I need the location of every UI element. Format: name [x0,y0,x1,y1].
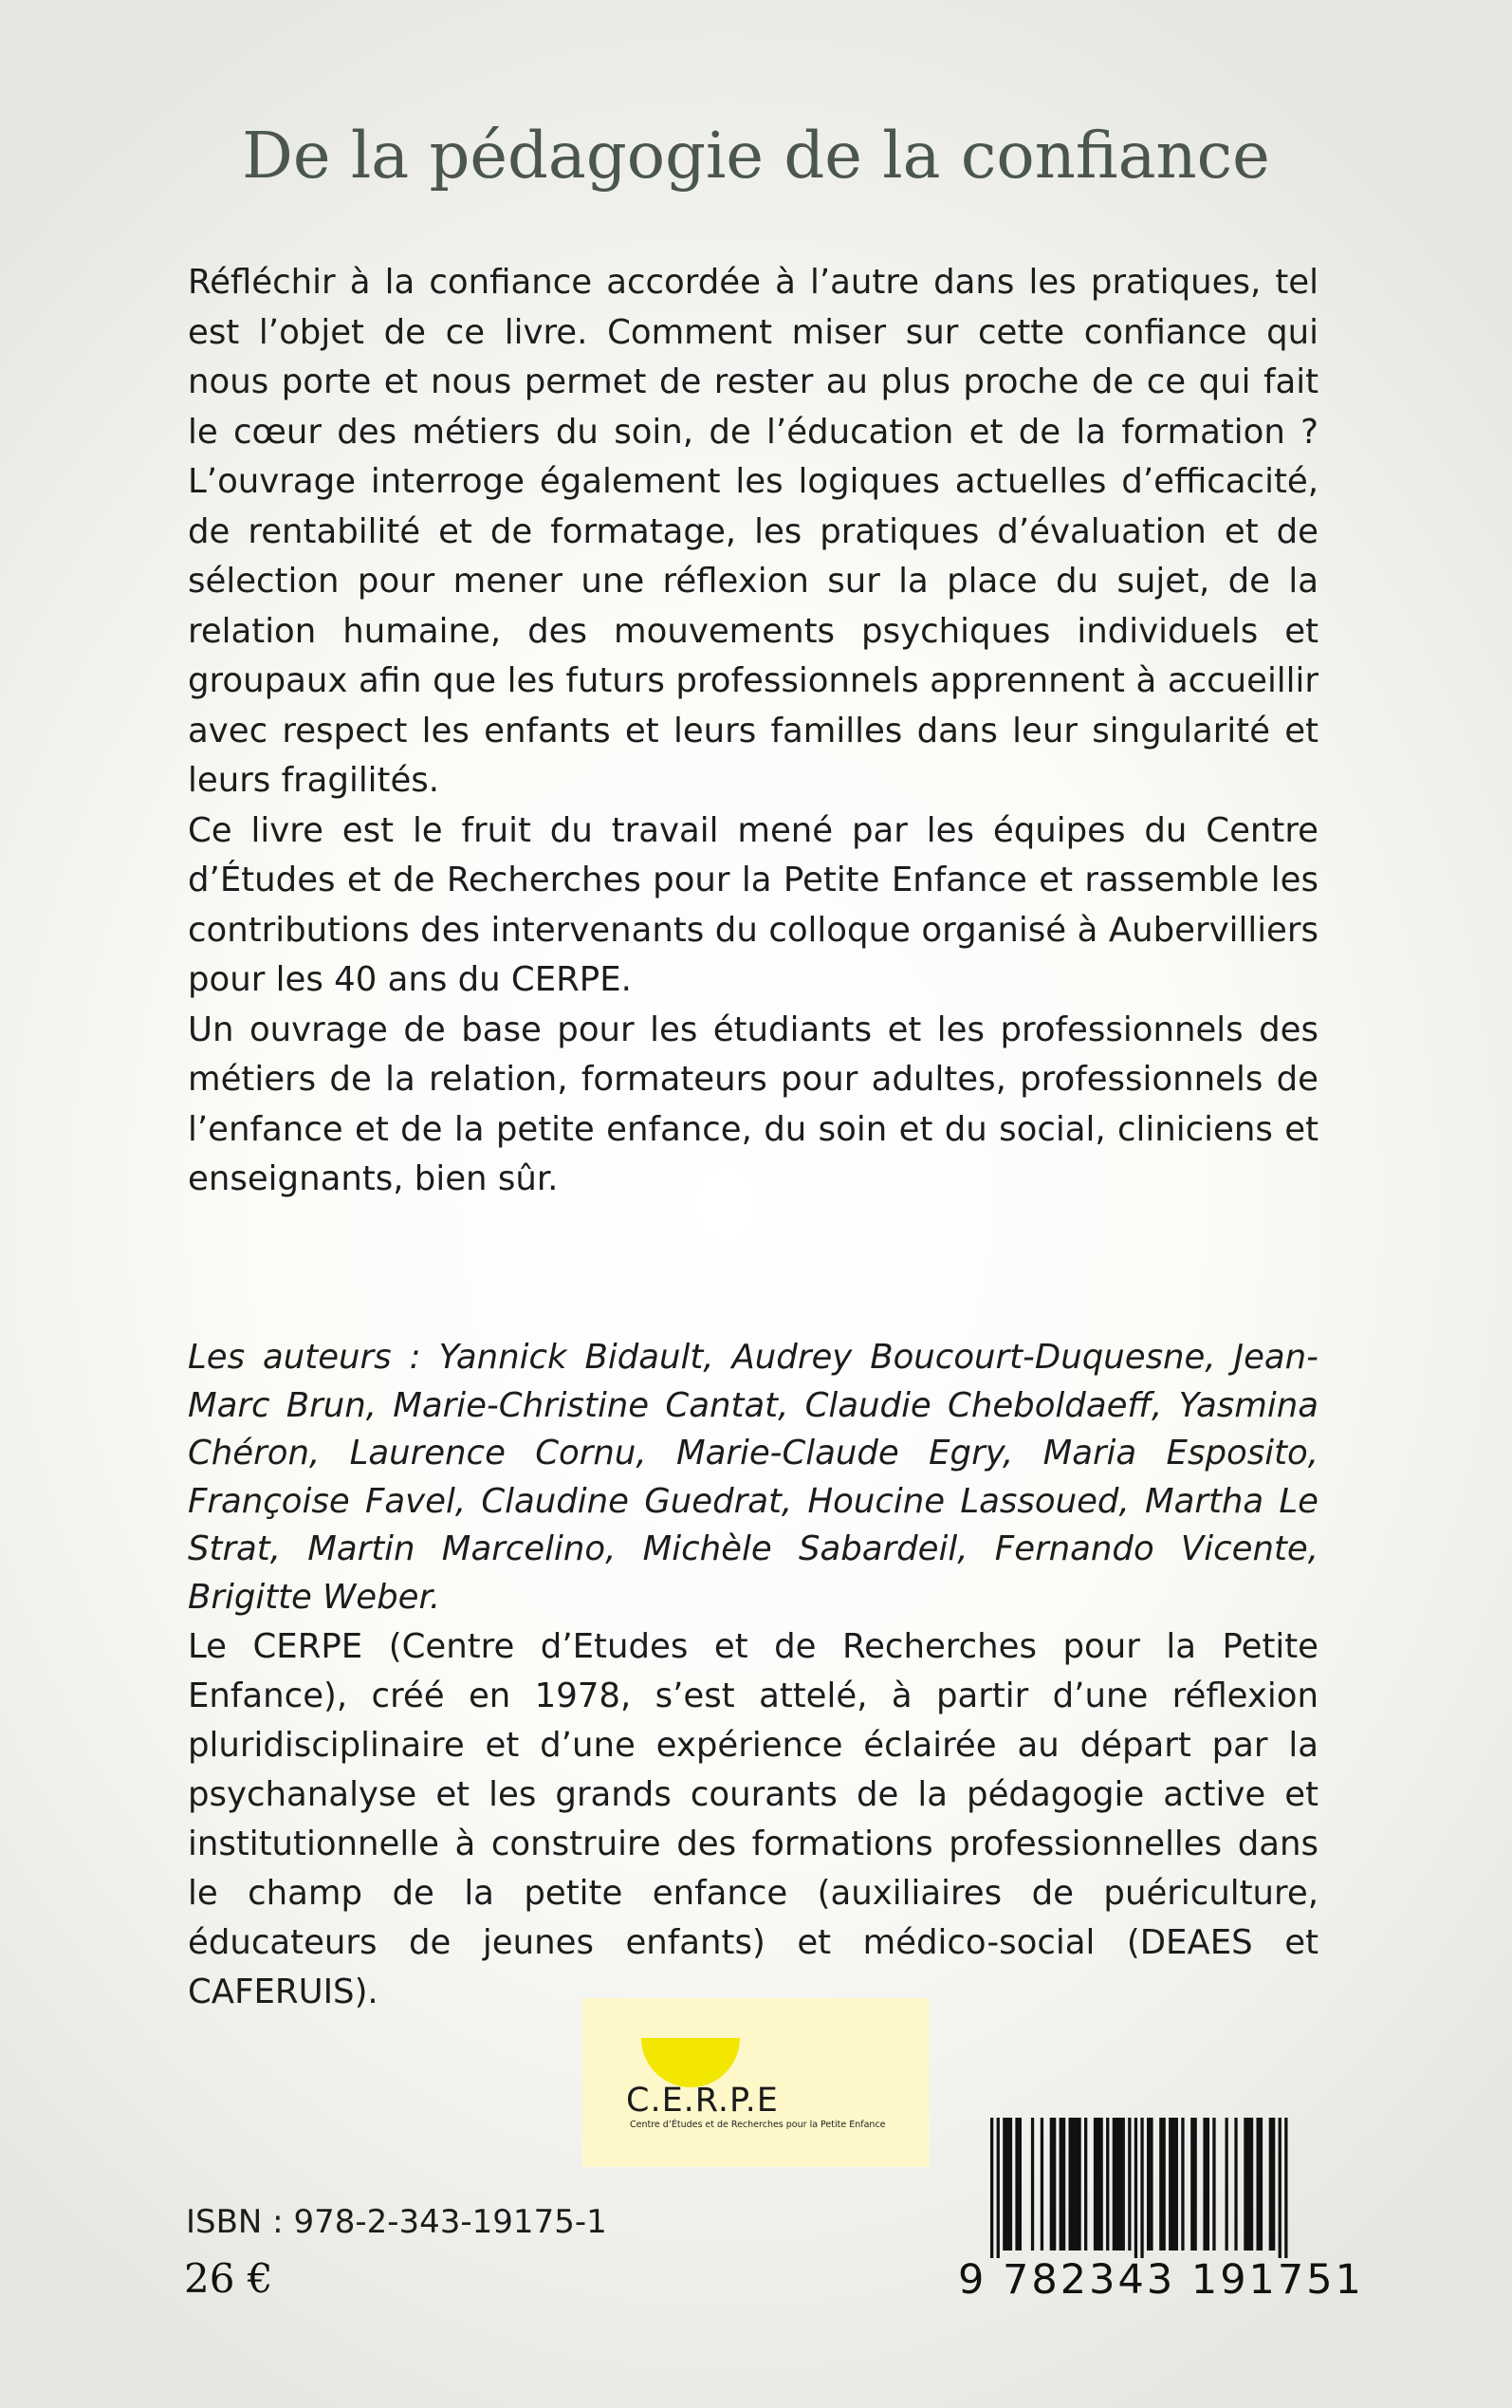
sun-icon [641,2038,740,2087]
barcode-bar [1041,2118,1043,2251]
barcode-bar [990,2118,993,2258]
barcode [958,2112,1364,2313]
barcode-bar [997,2118,1000,2258]
barcode-bar [1015,2118,1022,2251]
barcode-bar [1284,2118,1287,2258]
description-paragraph: Un ouvrage de base pour les étudiants et les professionnels des métiers de la relation, formateurs pour adultes, professionnels de l’enfance et de la petite enfance, du soin et du social, cliniciens et enseignants, bien sûr. [188,1010,1318,1198]
barcode-bar [1257,2118,1263,2251]
barcode-bar [1031,2118,1034,2251]
barcode-bar [1203,2118,1209,2251]
barcode-bar [1234,2118,1237,2251]
barcode-bar [1212,2118,1215,2251]
isbn: ISBN : 978-2-343-19175-1 [186,2203,607,2241]
barcode-bar [1003,2118,1012,2251]
barcode-bar [1226,2118,1228,2251]
barcode-bar [1060,2118,1066,2251]
price: 26 € [184,2255,273,2302]
barcode-bar [1134,2118,1137,2258]
barcode-number: 9 782343 191751 [958,2256,1364,2304]
book-description [188,258,1318,1205]
barcode-bars [990,2118,1303,2260]
barcode-bar [1147,2118,1153,2251]
description-paragraph: Ce livre est le fruit du travail mené par les équipes du Centre d’Études et de Recherches pour la Petite Enfance et rassemble les contributions des intervenants du colloque organisé à Aubervilliers pour les 40 ans du CERPE. [188,810,1318,999]
publisher-blurb [188,1622,1318,2017]
barcode-bar [1169,2118,1178,2251]
barcode-bar [1069,2118,1081,2251]
barcode-bar [1094,2118,1103,2251]
cerpe-text: Le CERPE (Centre d’Etudes et de Recherches pour la Petite Enfance), créé en 1978, s’est attelé, à partir d’une réflexion pluridisciplinaire et d’une expérience éclairée au départ par la psychanalyse et les grands courants de la pédagogie active et institutionnelle à construire des formations professionnelles dans le champ de la petite enfance (auxiliaires de puériculture, éducateurs de jeunes enfants) et médico-social (DEAES et CAFERUIS). [188,1627,1318,2011]
logo-subtitle: Centre d’Études et de Recherches pour la Petite Enfance [630,2120,886,2130]
logo-acronym: C.E.R.P.E [626,2082,779,2120]
barcode-bar [1279,2118,1282,2258]
cerpe-logo [582,1998,930,2167]
barcode-bar [1269,2118,1276,2251]
barcode-bar [1190,2118,1197,2251]
barcode-bar [1244,2118,1253,2251]
barcode-bar [1113,2118,1125,2251]
barcode-bar [1140,2118,1143,2258]
barcode-bar [1084,2118,1087,2251]
barcode-bar [1181,2118,1184,2251]
barcode-bar [1159,2118,1166,2251]
authors-list [188,1334,1318,1621]
book-title: De la pédagogie de la confiance [242,119,1270,193]
description-paragraph: Réfléchir à la confiance accordée à l’autre dans les pratiques, tel est l’objet de ce livre. Comment miser sur cette confiance qui nous porte et nous permet de rester au plus proche de ce qui fait le cœur des métiers du soin, de l’éducation et de la formation ? L’ouvrage interroge également les logiques actuelles d’efficacité, de rentabilité et de formatage, les pratiques d’évaluation et de sélection pour mener une réflexion sur la place du sujet, de la relation humaine, des mouvements psychiques individuels et groupaux afin que les futurs professionnels apprennent à accueillir avec respect les enfants et leurs familles dans leur singularité et leurs fragilités. [188,263,1318,800]
barcode-bar [1106,2118,1109,2251]
barcode-bar [1050,2118,1057,2251]
barcode-bar [1128,2118,1131,2251]
authors-text: Les auteurs : Yannick Bidault, Audrey Boucourt-Duquesne, Jean-Marc Brun, Marie-Christine Cantat, Claudie Cheboldaeff, Yasmina Chéron, Laurence Cornu, Marie-Claude Egry, Maria Esposito, Françoise Favel, Claudine Guedrat, Houcine Lassoued, Martha Le Strat, Martin Marcelino, Michèle Sabardeil, Fernando Vicente, Brigitte Weber. [188,1338,1318,1617]
